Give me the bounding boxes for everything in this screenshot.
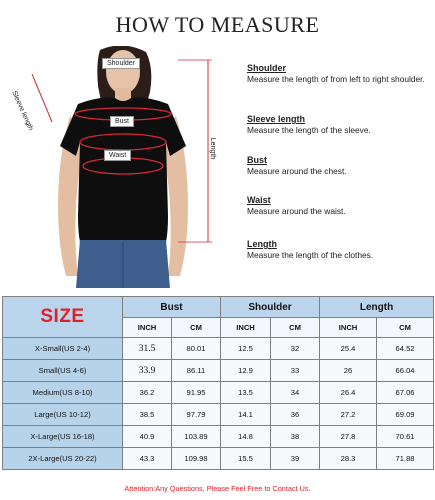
table-cell: 28.3 — [320, 448, 377, 470]
table-cell: 64.52 — [377, 338, 434, 360]
measure-text: Measure the length of from left to right shoulder. — [247, 74, 425, 84]
table-cell: 12.5 — [221, 338, 271, 360]
table-cell: 34 — [271, 382, 320, 404]
table-row — [3, 448, 434, 470]
page-title: HOW TO MEASURE — [115, 12, 320, 37]
table-row — [3, 338, 434, 360]
group-header-shoulder: Shoulder — [221, 297, 320, 318]
measure-waist — [247, 195, 432, 217]
unit-header: CM — [377, 318, 434, 338]
table-row — [3, 426, 434, 448]
size-name: Large(US 10-12) — [3, 404, 123, 426]
size-name: X-Small(US 2-4) — [3, 338, 123, 360]
table-cell: 25.4 — [320, 338, 377, 360]
model-illustration — [18, 46, 228, 288]
size-name: 2X-Large(US 20-22) — [3, 448, 123, 470]
table-row — [3, 404, 434, 426]
length-tag: Length — [209, 137, 217, 160]
unit-header: INCH — [123, 318, 172, 338]
model-photo — [10, 46, 228, 288]
table-cell: 69.09 — [377, 404, 434, 426]
table-cell: 13.5 — [221, 382, 271, 404]
table-cell: 33 — [271, 360, 320, 382]
table-cell: 86.11 — [172, 360, 221, 382]
measure-heading: Waist — [247, 195, 271, 205]
measure-heading: Length — [247, 239, 277, 249]
table-cell: 70.61 — [377, 426, 434, 448]
measure-heading: Sleeve length — [247, 114, 306, 124]
table-row — [3, 360, 434, 382]
unit-header: CM — [271, 318, 320, 338]
table-cell: 15.5 — [221, 448, 271, 470]
table-row — [3, 382, 434, 404]
table-cell: 32 — [271, 338, 320, 360]
table-cell: 36.2 — [123, 382, 172, 404]
measure-text: Measure the length of the sleeve. — [247, 125, 371, 135]
unit-header: INCH — [221, 318, 271, 338]
table-cell: 38 — [271, 426, 320, 448]
table-cell: 103.89 — [172, 426, 221, 448]
table-cell: 97.79 — [172, 404, 221, 426]
table-cell: 26.4 — [320, 382, 377, 404]
table-cell: 66.04 — [377, 360, 434, 382]
table-cell: 26 — [320, 360, 377, 382]
size-table — [2, 296, 434, 470]
sleeve-length-tag: Sleeve length — [10, 90, 34, 132]
measure-text: Measure around the chest. — [247, 166, 347, 176]
table-cell: 40.9 — [123, 426, 172, 448]
table-cell: 67.06 — [377, 382, 434, 404]
table-cell: 109.98 — [172, 448, 221, 470]
bust-tag: Bust — [110, 116, 134, 127]
measure-bust — [247, 155, 432, 177]
unit-header: INCH — [320, 318, 377, 338]
measure-length — [247, 239, 432, 261]
measure-shoulder — [247, 63, 432, 85]
table-cell: 71.88 — [377, 448, 434, 470]
table-cell: 27.8 — [320, 426, 377, 448]
table-cell: 14.8 — [221, 426, 271, 448]
table-cell: 80.01 — [172, 338, 221, 360]
table-cell: 12.9 — [221, 360, 271, 382]
table-cell: 43.3 — [123, 448, 172, 470]
size-label: SIZE — [3, 297, 123, 338]
measure-heading: Bust — [247, 155, 267, 165]
table-cell: 91.95 — [172, 382, 221, 404]
measure-heading: Shoulder — [247, 63, 287, 73]
table-cell: 33.9 — [123, 360, 172, 382]
waist-tag: Waist — [104, 150, 131, 161]
table-cell: 38.5 — [123, 404, 172, 426]
size-name: Medium(US 8-10) — [3, 382, 123, 404]
group-header-length: Length — [320, 297, 434, 318]
unit-header: CM — [172, 318, 221, 338]
size-name: Small(US 4-6) — [3, 360, 123, 382]
measure-text: Measure around the waist. — [247, 206, 346, 216]
size-name: X-Large(US 16-18) — [3, 426, 123, 448]
group-header-bust: Bust — [123, 297, 221, 318]
contact-note: Attention:Any Questions, Please Feel Free to Contact Us. — [124, 484, 311, 493]
table-cell: 36 — [271, 404, 320, 426]
shoulder-tag: Shoulder — [102, 58, 140, 69]
measure-sleeve — [247, 114, 432, 136]
table-cell: 39 — [271, 448, 320, 470]
measure-text: Measure the length of the clothes. — [247, 250, 374, 260]
table-cell: 27.2 — [320, 404, 377, 426]
table-cell: 31.5 — [123, 338, 172, 360]
table-cell: 14.1 — [221, 404, 271, 426]
